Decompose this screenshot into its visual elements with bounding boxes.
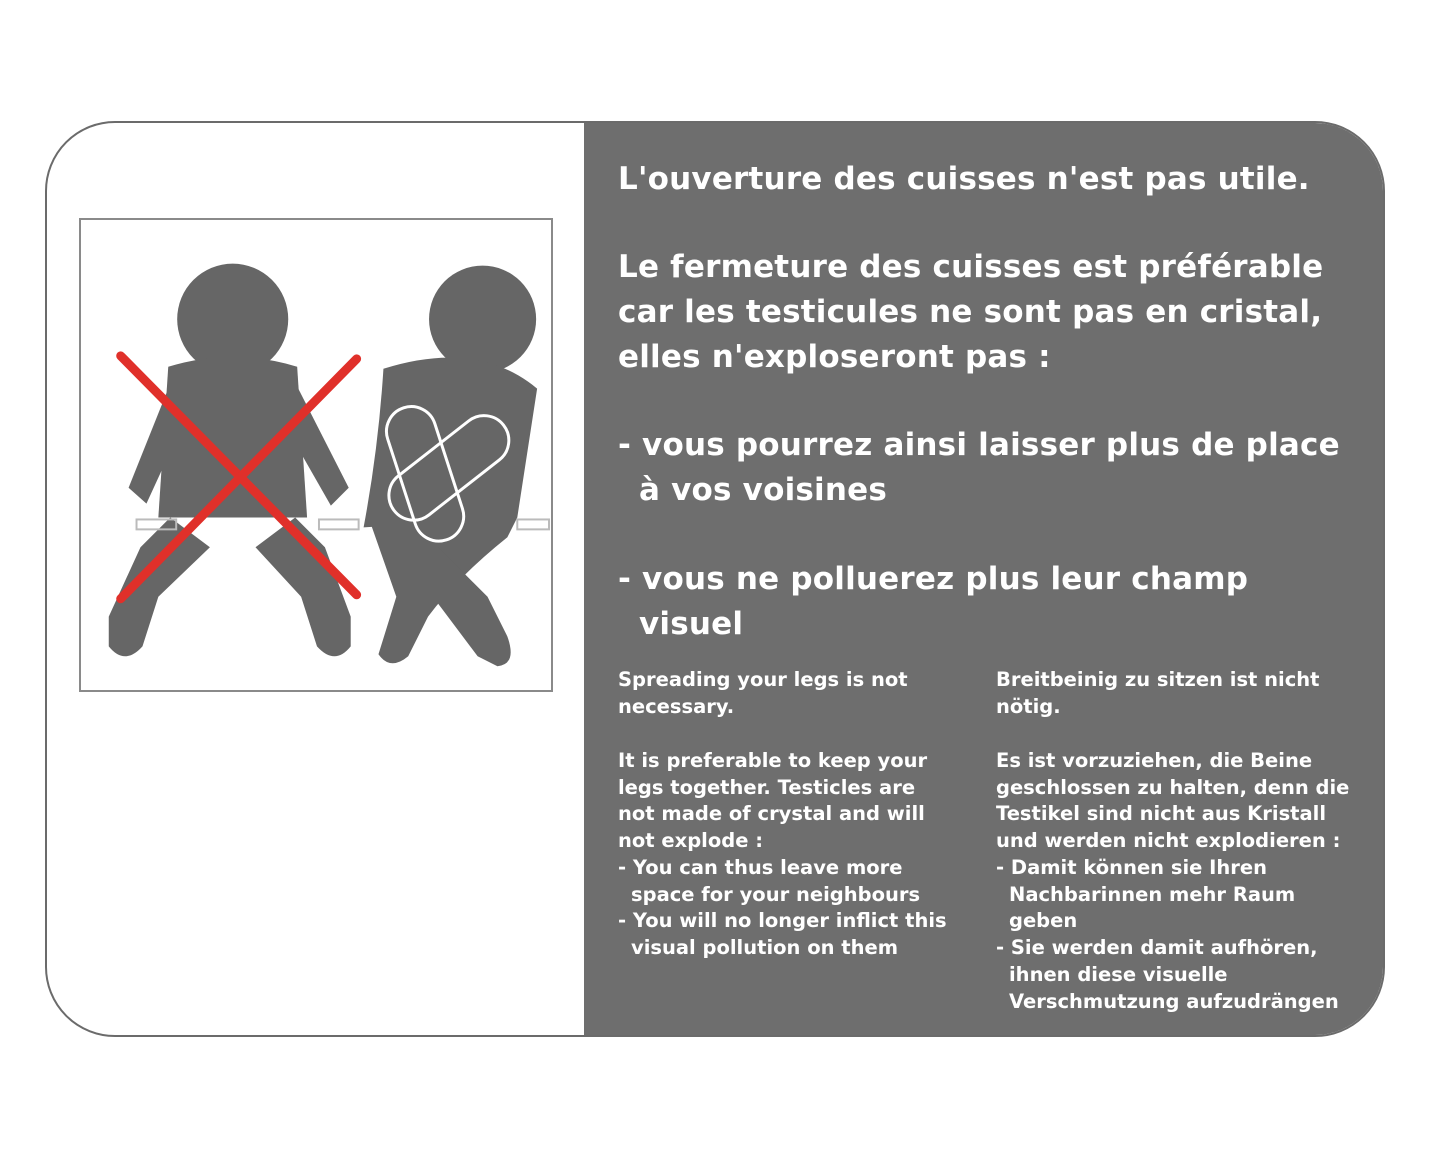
- french-line: à vos voisines: [639, 472, 888, 508]
- french-line: elles n'exploseront pas :: [618, 339, 1051, 375]
- english-line: necessary.: [618, 695, 735, 718]
- french-line: car les testicules ne sont pas en cristal,: [618, 294, 1323, 330]
- english-line: Spreading your legs is not: [618, 668, 908, 691]
- german-line: und werden nicht explodieren :: [996, 829, 1341, 852]
- german-line: ihnen diese visuelle: [1009, 963, 1228, 986]
- german-line: Breitbeinig zu sitzen ist nicht: [996, 668, 1320, 691]
- german-line: Es ist vorzuziehen, die Beine: [996, 749, 1313, 772]
- pictogram: [81, 220, 551, 690]
- french-bullet: - vous ne polluerez plus leur champ: [618, 561, 1249, 597]
- english-bullet: - You can thus leave more: [618, 856, 903, 879]
- english-line: visual pollution on them: [631, 936, 899, 959]
- french-bullet: - vous pourrez ainsi laisser plus de place: [618, 427, 1340, 463]
- german-line: geben: [1009, 909, 1078, 932]
- english-line: legs together. Testicles are: [618, 776, 916, 799]
- german-bullet: - Sie werden damit aufhören,: [996, 936, 1318, 959]
- english-line: It is preferable to keep your: [618, 749, 928, 772]
- pictogram-frame: [79, 218, 553, 692]
- sign: [45, 121, 1385, 1037]
- french-line: Le fermeture des cuisses est préférable: [618, 249, 1324, 285]
- german-line: Testikel sind nicht aus Kristall: [996, 802, 1327, 825]
- german-line: nötig.: [996, 695, 1061, 718]
- woman-sitting-legs-crossed-icon: [364, 266, 549, 667]
- german-line: geschlossen zu halten, denn die: [996, 776, 1350, 799]
- german-bullet: - Damit können sie Ihren: [996, 856, 1268, 879]
- english-bullet: - You will no longer inflict this: [618, 909, 947, 932]
- english-line: not made of crystal and will: [618, 802, 925, 825]
- english-line: not explode :: [618, 829, 764, 852]
- french-heading: L'ouverture des cuisses n'est pas utile.: [618, 161, 1310, 197]
- german-line: Nachbarinnen mehr Raum: [1009, 883, 1296, 906]
- text-panel: [584, 123, 1383, 1035]
- german-line: Verschmutzung aufzudrängen: [1009, 990, 1339, 1013]
- french-line: visuel: [639, 606, 744, 642]
- man-sitting-legs-spread-icon: [109, 264, 359, 657]
- english-line: space for your neighbours: [631, 883, 921, 906]
